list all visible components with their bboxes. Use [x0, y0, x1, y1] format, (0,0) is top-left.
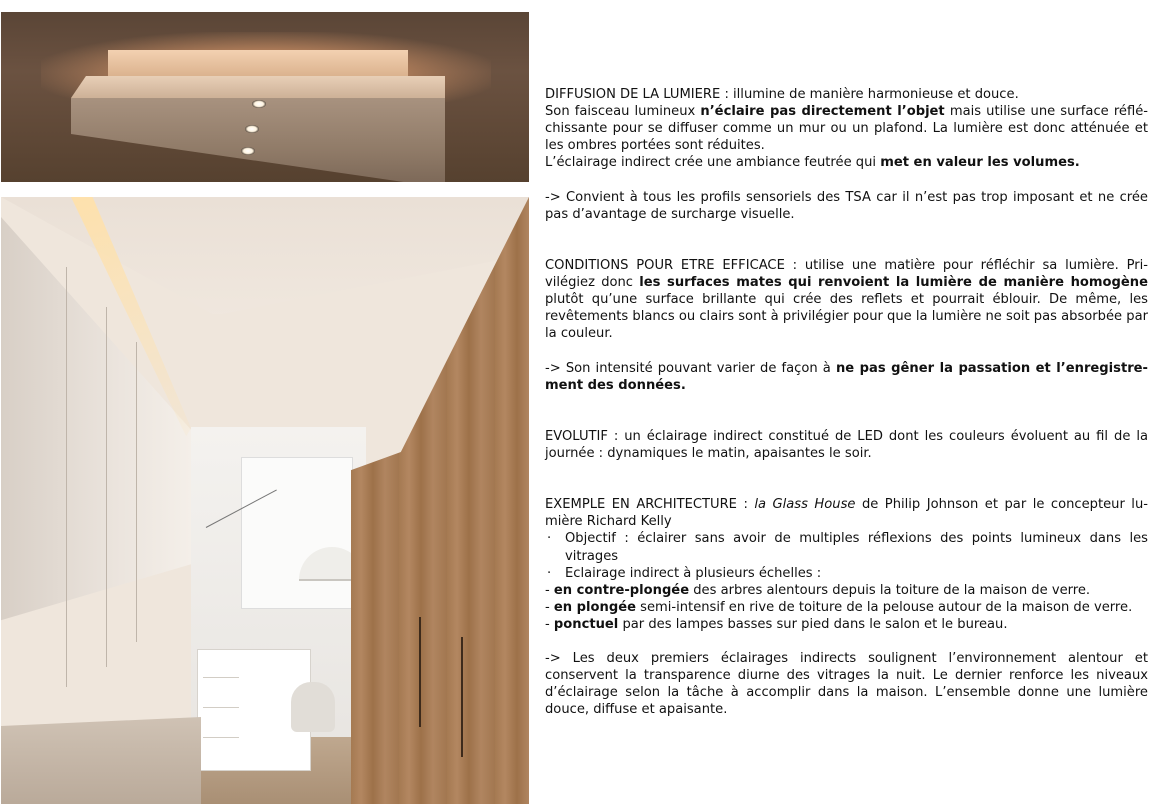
ceiling-recess: [108, 50, 408, 78]
spotlight: [241, 147, 255, 155]
diffusion-ambiance: L’éclairage indirect crée une ambiance feutrée qui met en valeur les volumes.: [545, 155, 1080, 171]
evolutif-heading: EVOLUTIF: [545, 428, 608, 444]
spotlight: [252, 100, 266, 108]
exemple-detail-plongee: - en plongée semi-intensif en rive de toiture de la pelouse autour de la maison de verre.: [545, 599, 1133, 615]
conditions-heading: CONDITIONS POUR ETRE EFFICACE: [545, 257, 785, 273]
diffusion-note: -> Convient à tous les profils sensoriels des TSA car il n’est pas trop imposant et ne crée pas d’avantage de surcharge visuelle.: [545, 189, 1148, 222]
desk-shelf: [203, 737, 239, 738]
exemple-detail-contre-plongee: - en contre-plongée des arbres alentours depuis la toiture de la maison de verre.: [545, 582, 1091, 598]
ceiling-slab-face: [71, 98, 445, 182]
diffusion-paragraph: Son faisceau lumineux n’éclaire pas directement l’objet mais utilise une surface réflé-chissante pour se diffuser comme un mur ou un plafond. La lumière est donc atténuée et les ombres portées sont réduites.: [545, 104, 1148, 154]
exemple-intro: EXEMPLE EN ARCHITECTURE : la Glass House de Philip Johnson et par le concepteur lu-mière Richard Kelly: [545, 497, 1148, 530]
conditions-paragraph: CONDITIONS POUR ETRE EFFICACE : utilise une matière pour réfléchir sa lumière. Pri-vilégiez donc les surfaces mates qui renvoient la lumière de manière homogène plutôt qu’une surface brillante qui crée des reflets et pourrait éblouir. De même, les revêtements blancs ou clairs sont à privilégier pour que la lumière ne soit pas absorbée par la couleur.: [545, 257, 1148, 342]
glass-house-title: la Glass House: [754, 497, 856, 513]
wood-panel-groove: [419, 617, 421, 727]
wood-panel-wall: [351, 197, 529, 804]
exemple-conclusion: -> Les deux premiers éclairages indirects soulignent l’environnement alentour et conservent la transparence diurne des vitrages la nuit. Le dernier renforce les niveaux d’éclairage selon la tâche à accomplir dans la maison. L’ensemble donne une lumière douce, diffuse et apaisante.: [545, 651, 1148, 718]
bullet-dot-icon: ·: [547, 565, 552, 581]
conditions-note: -> Son intensité pouvant varier de façon à ne pas gêner la passation et l’enregistre-ment des données.: [545, 360, 1148, 393]
interior-cabinets: [1, 217, 191, 777]
bullet-dot-icon: ·: [547, 531, 552, 547]
photo-ceiling-cove-lighting: [1, 12, 529, 182]
interior-chair: [291, 682, 335, 732]
cabinet-seam: [136, 342, 137, 642]
ceiling-slab-top: [71, 76, 445, 98]
interior-counter: [1, 717, 201, 804]
text-column: [545, 86, 1148, 718]
photo-interior-corridor: [1, 197, 529, 804]
exemple-detail-ponctuel: - ponctuel par des lampes basses sur pied dans le salon et le bureau.: [545, 616, 1008, 632]
evolutif-paragraph: EVOLUTIF : un éclairage indirect constitué de LED dont les couleurs évoluent au fil de la journée : dynamiques le matin, apaisantes le soir.: [545, 428, 1148, 461]
desk-shelf: [203, 707, 239, 708]
exemple-heading: EXEMPLE EN ARCHITECTURE: [545, 497, 737, 513]
wood-panel-groove: [461, 637, 463, 757]
cabinet-seam: [66, 267, 67, 687]
exemple-bullet-echelles: · Eclairage indirect à plusieurs échelles :: [547, 565, 822, 581]
exemple-bullet-objectif: · Objectif : éclairer sans avoir de multiples réflexions des points lumineux dans les vitrages: [547, 531, 1148, 564]
diffusion-heading: DIFFUSION DE LA LUMIERE: [545, 87, 721, 102]
cabinet-seam: [106, 307, 107, 667]
interior-window: [241, 457, 353, 609]
spotlight: [245, 125, 259, 133]
diffusion-intro: DIFFUSION DE LA LUMIERE : illumine de manière harmonieuse et douce.: [545, 87, 1019, 102]
desk-shelf: [203, 677, 239, 678]
